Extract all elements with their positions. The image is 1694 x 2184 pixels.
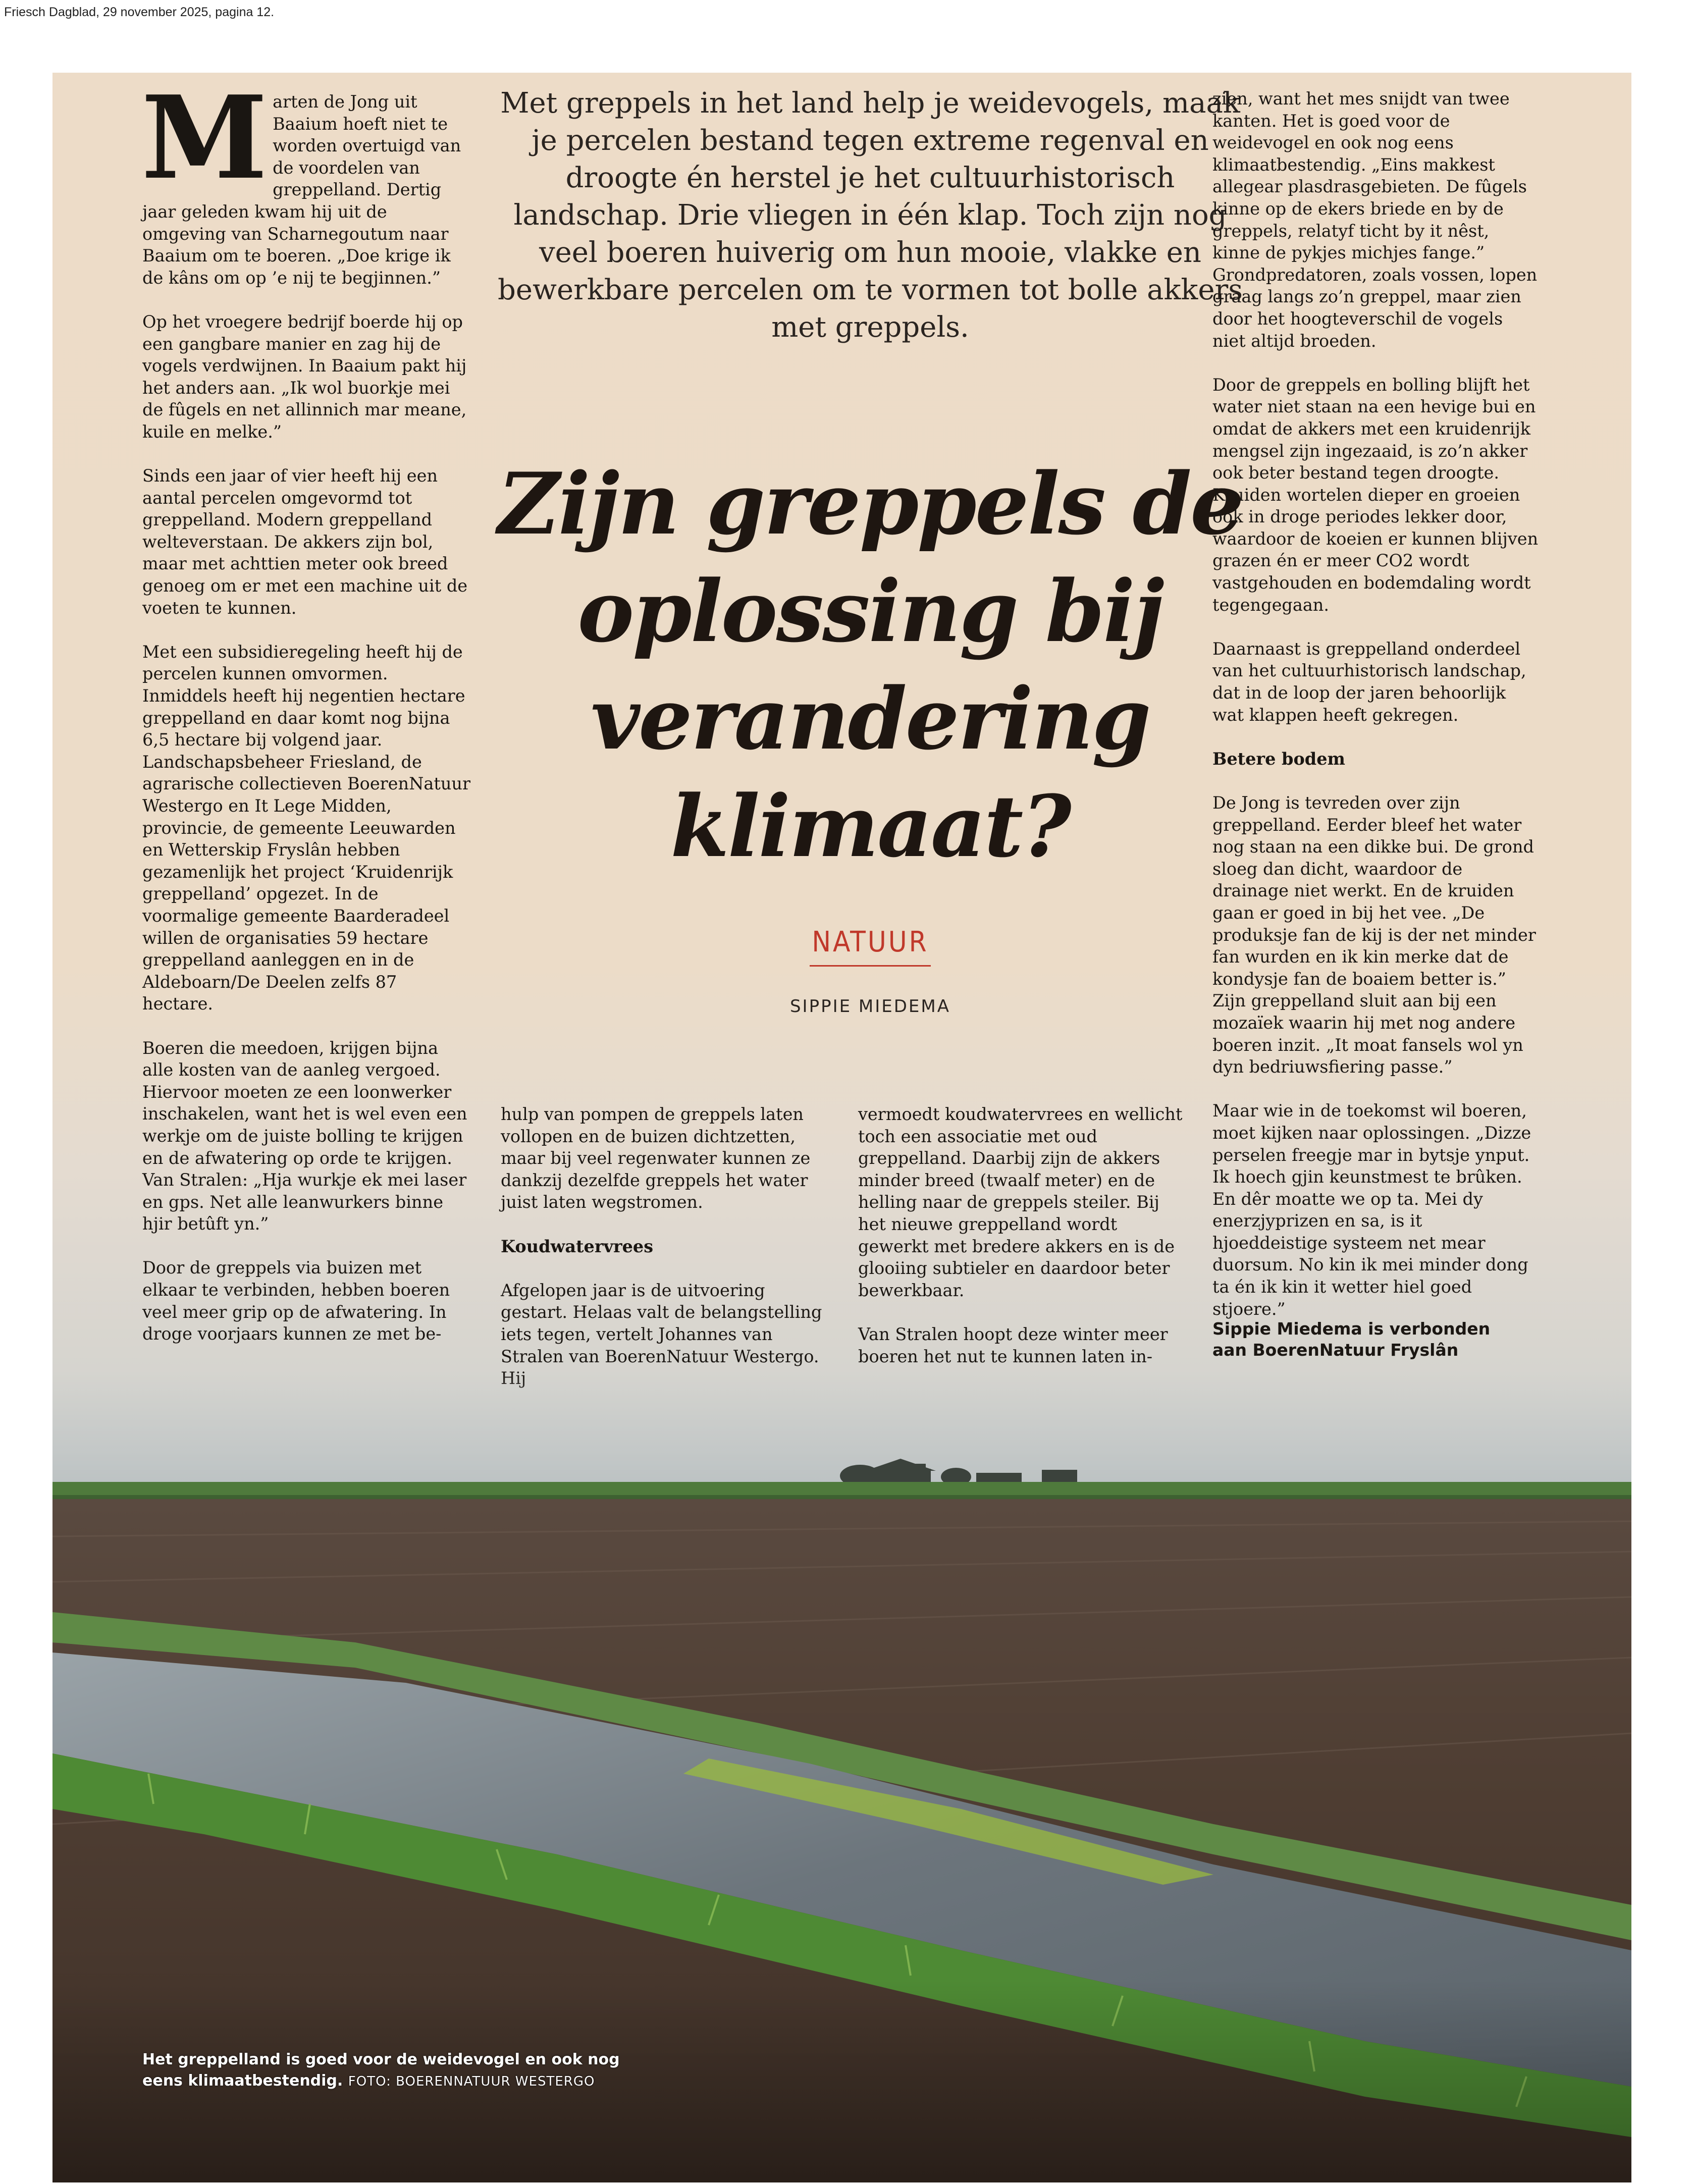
column-2 (501, 1103, 829, 1411)
paragraph: Door de greppels en bolling blijft het water niet staan na een hevige bui en omdat de akkers met een kruidenrijk mengsel zijn ingezaaid, is zo’n akker ook beter bestand tegen droogte. Kruiden wortelen dieper en groeien ook in droge periodes lekker door, waardoor de koeien er kunnen blijven grazen én er meer CO2 wordt vastgehouden en bodemdaling wordt tegengegaan. (1212, 375, 1539, 615)
paragraph: Van Stralen hoopt deze winter meer boeren het nut te kunnen laten in- (858, 1324, 1168, 1366)
section-label: NATUUR (812, 926, 929, 958)
article-page (52, 73, 1631, 2182)
subhead: Koudwatervrees (501, 1236, 654, 1256)
column-4 (1212, 88, 1541, 1342)
subhead: Betere bodem (1212, 749, 1345, 769)
paragraph: Maar wie in de toekomst wil boeren, moet kijken naar oplossingen. „Dizze perselen freegje mar in bytsje ynput. Ik hoech gjin keunstmest te brûken. En dêr moatte we op ta. Mei dy enerzjyprizen en sa, is it hjoeddeistige systeem net mear duorsum. No kin ik mei minder dong ta én ik kin it wetter hiel goed stjoere.” (1212, 1101, 1531, 1319)
paragraph: zien, want het mes snijdt van twee kanten. Het is goed voor de weidevogel en ook nog eens klimaatbestendig. „Eins makkest allegear plasdrasgebieten. De fûgels kinne op de ekers briede en by de greppels, relatyf ticht by it nêst, kinne de pykjes michjes fange.” Grondpredatoren, zoals vossen, lopen graag langs zo’n greppel, maar zien door het hoogteverschil de vogels niet altijd broeden. (1212, 89, 1538, 351)
paragraph: Daarnaast is greppelland onderdeel van het cultuurhistorisch landschap, dat in de loop der jaren behoorlijk wat klappen heeft gekregen. (1212, 638, 1526, 725)
paragraph: De Jong is tevreden over zijn greppelland. Eerder bleef het water nog staan na een dikke bui. De grond sloeg dan dicht, waardoor de drainage niet werkt. En de kruiden gaan er goed in bij het vee. „De produksje fan de kij is der net minder fan wurden en ik kin merke dat de kondysje fan de boaiem better is.” Zijn greppelland sluit aan bij een mozaïek waarin hij met nog andere boeren inzit. „It moat fansels wol yn dyn bedriuwsfiering passe.” (1212, 793, 1536, 1077)
paragraph: Met een subsidieregeling heeft hij de percelen kunnen omvormen. Inmiddels heeft hij negentien hectare greppelland en daar komt nog bijna 6,5 hectare bij volgend jaar. Landschapsbeheer Friesland, de agrarische collectieven BoerenNatuur Westergo en It Lege Midden, provincie, de gemeente Leeuwarden en Wetterskip Fryslân hebben gezamenlijk het project ‘Kruidenrijk greppelland’ opgezet. In de voormalige gemeente Baarderadeel willen de organisaties 59 hectare greppelland aanleggen en in de Aldeboarn/De Deelen zelfs 87 hectare. (142, 642, 470, 1014)
paragraph: hulp van pompen de greppels laten vollopen en de buizen dichtzetten, maar bij veel regenwater kunnen ze dankzij dezelfde greppels het water juist laten wegstromen. (501, 1104, 811, 1212)
paragraph: Sinds een jaar of vier heeft hij een aantal percelen omgevormd tot greppelland. Modern greppelland welteverstaan. De akkers zijn bol, maar met achttien meter ook breed genoeg om er met een machine uit de voeten te kunnen. (142, 466, 468, 618)
column-3 (858, 1103, 1186, 1390)
intro-standfirst: Met greppels in het land help je weidevogels, maak je percelen bestand tegen extreme regenval en droogte én herstel je het cultuurhistorisch landschap. Drie vliegen in één klap. Toch zijn nog veel boeren huiverig om hun mooie, vlakke en bewerkbare percelen om te vormen tot bolle akkers met greppels. (498, 87, 1243, 344)
author-credit: Sippie Miedema is verbonden aan BoerenNatuur Fryslân (1212, 1319, 1491, 1360)
section-rule (810, 965, 931, 967)
photo-caption (142, 2049, 647, 2092)
source-line: Friesch Dagblad, 29 november 2025, pagina 12. (4, 5, 275, 19)
caption-text: Het greppelland is goed voor de weidevogel en ook nog eens klimaatbestendig. (142, 2051, 620, 2090)
drop-cap: M (141, 73, 268, 205)
paragraph: Op het vroegere bedrijf boerde hij op een gangbare manier en zag hij de vogels verdwijnen. In Baaium pakt hij het anders aan. „Ik wol buorkje mei de fûgels en net allinnich mar meane, kuile en melke.” (142, 311, 467, 442)
paragraph: vermoedt koudwatervrees en wellicht toch een associatie met oud greppelland. Daarbij zijn de akkers minder breed (twaalf meter) en de helling naar de greppels steiler. Bij het nieuwe greppelland wordt gewerkt met bredere akkers en is de glooiing subtieler en daardoor beter bewerkbaar. (858, 1104, 1183, 1300)
paragraph: Afgelopen jaar is de uitvoering gestart. Helaas valt de belangstelling iets tegen, vertelt Johannes van Stralen van BoerenNatuur Westergo. (501, 1280, 822, 1366)
column-1 (141, 73, 470, 1367)
paragraph: Marten de Jong uit Baaium hoeft niet te worden overtuigd van de voordelen van greppelland. Dertig jaar geleden kwam hij uit de omgeving van Scharnegoutum naar Baaium om te boeren. „Doe krige ik de kâns om op ’e nij te begjinnen.” (141, 73, 461, 288)
photo-credit: FOTO: BOERENNATUUR WESTERGO (348, 2074, 595, 2089)
paragraph: Boeren die meedoen, krijgen bijna alle kosten van de aanleg vergoed. Hiervoor moeten ze een loonwerker inschakelen, want het is wel even een werkje om de juiste bolling te krijgen en de afwatering op orde te krijgen. Van Stralen: „Hja wurkje ek mei laser en gps. Net alle leanwurkers binne hjir betûft yn.” (142, 1038, 467, 1234)
paragraph: Door de greppels via buizen met elkaar te verbinden, hebben boeren veel meer grip op de afwatering. In droge voorjaars kunnen ze met be- (142, 1258, 450, 1344)
byline: SIPPIE MIEDEMA (789, 996, 951, 1017)
headline: Zijn greppels de oplossing bij verandering klimaat? (498, 454, 1243, 876)
